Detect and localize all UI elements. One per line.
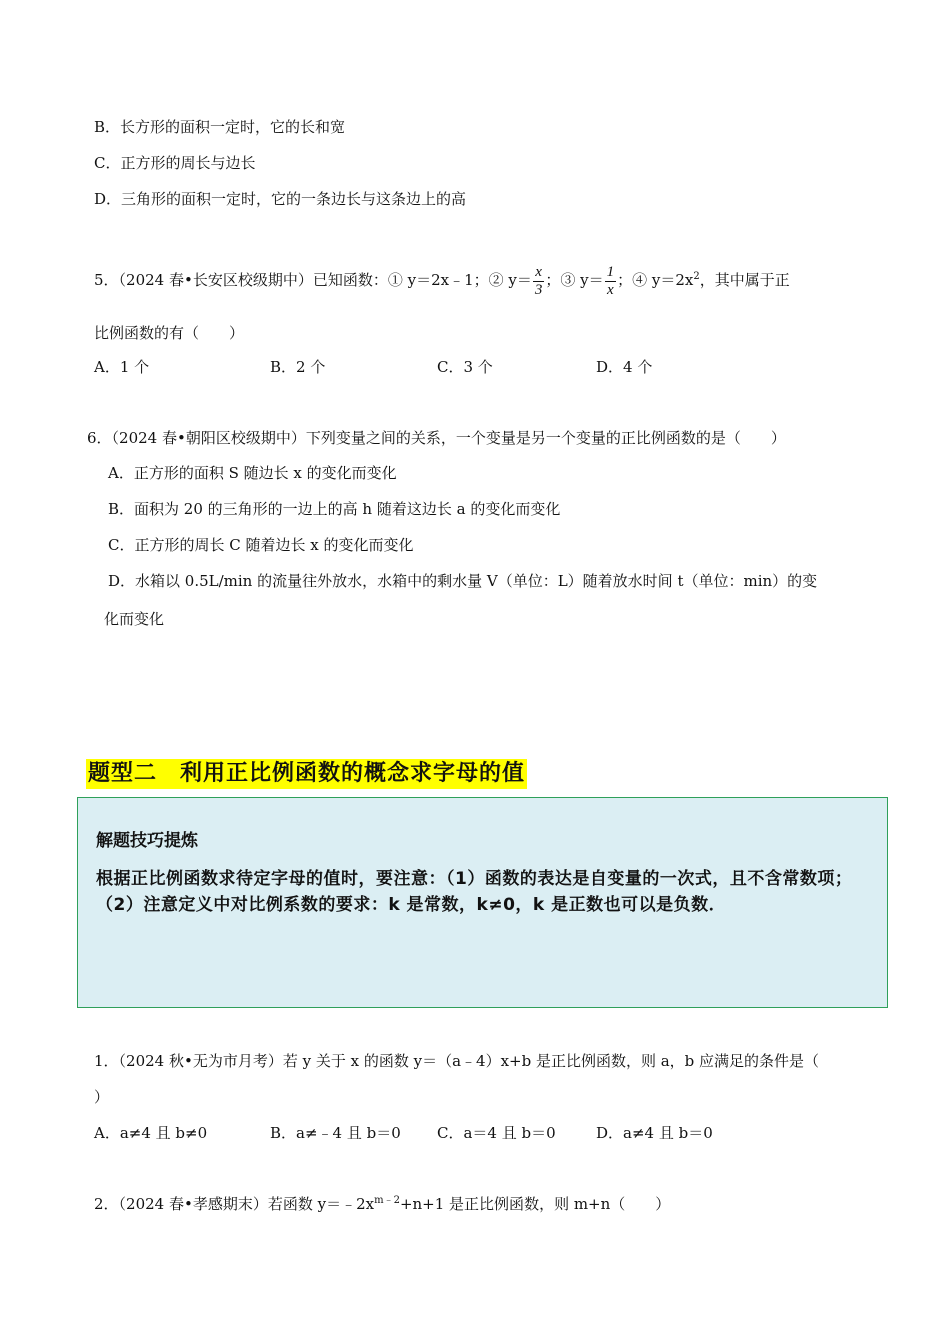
- q1-option-a: A．a≠4 且 b≠0: [94, 1124, 208, 1142]
- q6-stem: 6．（2024 春•朝阳区校级期中）下列变量之间的关系，一个变量是另一个变量的正比例函数的是（ ）: [87, 429, 786, 447]
- option-c-text: C．正方形的周长与边长: [94, 154, 256, 172]
- q2-prefix: 2．（2024 春•孝感期末）若函数 y＝﹣2x: [94, 1195, 375, 1213]
- tip-body: 根据正比例函数求待定字母的值时，要注意：（1）函数的表达是自变量的一次式，且不含常数项；（2）注意定义中对比例系数的要求：k 是常数，k≠0，k 是正数也可以是负数．: [96, 869, 853, 915]
- q5-option-c: C．3 个: [437, 358, 493, 376]
- q6-option-d-line1: D．水箱以 0.5L/min 的流量往外放水，水箱中的剩水量 V（单位：L）随着放水时间 t（单位：min）的变: [108, 572, 818, 590]
- q5-frac2-denominator: 3: [534, 281, 543, 298]
- q5-prefix: 5．（2024 春•长安区校级期中）已知函数：①: [94, 271, 408, 289]
- q1-stem: 1．（2024 秋•无为市月考）若 y 关于 x 的函数 y＝（a﹣4）x+b 是正比例函数，则 a，b 应满足的条件是（: [94, 1052, 820, 1070]
- q5-func-4: ；④ y＝2x: [617, 271, 694, 289]
- tip-title: 解题技巧提炼: [96, 831, 198, 851]
- q5-option-d: D．4 个: [596, 358, 653, 376]
- q5-suffix: ，其中属于正: [699, 271, 790, 289]
- q1-option-d: D．a≠4 且 b＝0: [596, 1124, 713, 1142]
- tip-box: [77, 797, 888, 1008]
- q5-stem-line2: 比例函数的有（ ）: [94, 324, 245, 342]
- q5-frac3-denominator: x: [607, 281, 614, 298]
- q2-suffix: +n+1 是正比例函数，则 m+n（ ）: [399, 1195, 671, 1213]
- q5-fraction-1-over-x: [605, 264, 617, 299]
- option-d-text: D．三角形的面积一定时，它的一条边长与这条边上的高: [94, 190, 467, 208]
- q2-stem: [94, 1194, 670, 1214]
- section-heading: 题型二 利用正比例函数的概念求字母的值: [86, 759, 527, 789]
- q5-func-1: y＝2x﹣1；② y＝: [407, 271, 532, 289]
- q1-stem-line2: ）: [94, 1088, 110, 1106]
- q5-exponent: 2: [693, 271, 700, 282]
- q6-option-c: C．正方形的周长 C 随着边长 x 的变化而变化: [108, 536, 414, 554]
- q5-option-a: A．1 个: [94, 358, 150, 376]
- q1-option-b: B．a≠﹣4 且 b＝0: [270, 1124, 401, 1142]
- q5-stem: [94, 262, 790, 299]
- q5-fraction-x-over-3: [533, 264, 545, 299]
- q1-option-c: C．a＝4 且 b＝0: [437, 1124, 556, 1142]
- q5-frac2-numerator: x: [533, 264, 545, 282]
- q5-func-3-lead: ；③ y＝: [545, 271, 604, 289]
- q5-option-b: B．2 个: [270, 358, 326, 376]
- q5-frac3-numerator: 1: [606, 263, 615, 280]
- option-b-text: B．长方形的面积一定时，它的长和宽: [94, 118, 346, 136]
- q6-option-b: B．面积为 20 的三角形的一边上的高 h 随着这边长 a 的变化而变化: [108, 500, 561, 518]
- q2-exponent: m﹣2: [374, 1195, 400, 1206]
- q6-option-a: A．正方形的面积 S 随边长 x 的变化而变化: [108, 464, 397, 482]
- q6-option-d-line2: 化而变化: [104, 610, 165, 628]
